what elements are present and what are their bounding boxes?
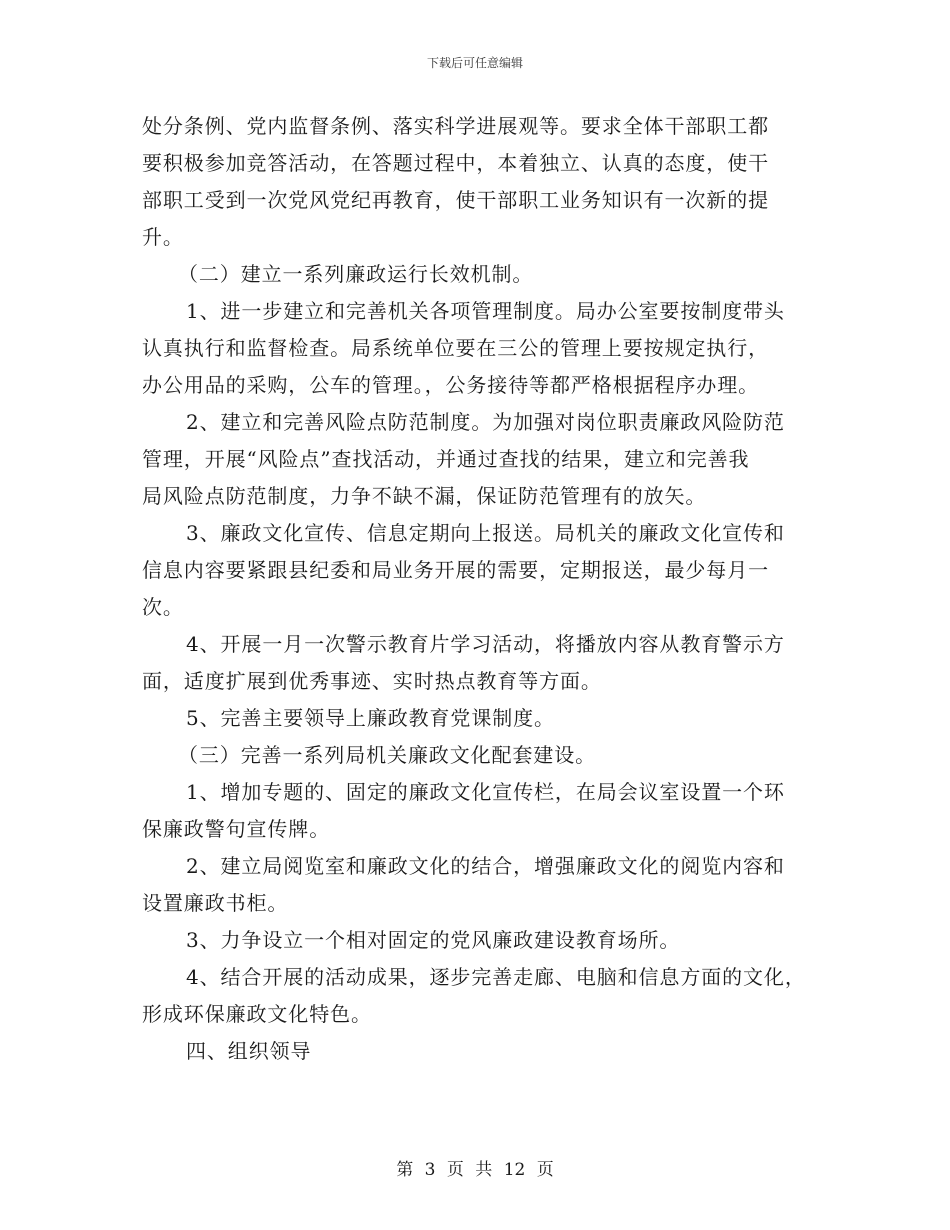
text-line: 面，适度扩展到优秀事迹、实时热点教育等方面。	[142, 669, 602, 693]
text-line: 保廉政警句宣传牌。	[142, 817, 331, 841]
text-line: 5、完善主要领导上廉政教育党课制度。	[186, 706, 555, 730]
text-line: 2、建立局阅览室和廉政文化的结合，增强廉政文化的阅览内容和	[186, 854, 785, 878]
section-heading: （二）建立一系列廉政运行长效机制。	[178, 262, 534, 286]
text-line: 3、廉政文化宣传、信息定期向上报送。局机关的廉政文化宣传和	[186, 521, 785, 545]
text-line: 4、结合开展的活动成果，逐步完善走廊、电脑和信息方面的文化，	[186, 965, 806, 989]
text-line: 次。	[142, 595, 184, 619]
text-line: 1、增加专题的、固定的廉政文化宣传栏，在局会议室设置一个环	[186, 780, 785, 804]
section-heading: （三）完善一系列局机关廉政文化配套建设。	[178, 743, 596, 767]
text-line: 处分条例、党内监督条例、落实科学进展观等。要求全体干部职工都	[142, 114, 769, 138]
text-line: 要积极参加竞答活动，在答题过程中，本着独立、认真的态度，使干	[142, 151, 769, 175]
page-header: 下载后可任意编辑	[426, 56, 523, 70]
page-footer: 第 3 页 共 12 页	[396, 1160, 554, 1180]
text-line: 1、进一步建立和完善机关各项管理制度。局办公室要按制度带头	[186, 299, 785, 323]
text-line: 管理，开展“风险点”查找活动，并通过查找的结果，建立和完善我	[142, 447, 750, 471]
section-heading: 四、组织领导	[186, 1039, 312, 1063]
text-line: 认真执行和监督检查。局系统单位要在三公的管理上要按规定执行，	[142, 336, 769, 360]
text-line: 2、建立和完善风险点防范制度。为加强对岗位职责廉政风险防范	[186, 410, 785, 434]
text-line: 信息内容要紧跟县纪委和局业务开展的需要，定期报送，最少每月一	[142, 558, 769, 582]
text-line: 4、开展一月一次警示教育片学习活动，将播放内容从教育警示方	[186, 632, 785, 656]
text-line: 局风险点防范制度，力争不缺不漏，保证防范管理有的放矢。	[142, 484, 707, 508]
text-line: 升。	[142, 225, 184, 249]
text-line: 3、力争设立一个相对固定的党风廉政建设教育场所。	[186, 928, 681, 952]
text-line: 形成环保廉政文化特色。	[142, 1002, 372, 1026]
text-line: 办公用品的采购，公车的管理。，公务接待等都严格根据程序办理。	[142, 373, 759, 397]
document-body	[142, 108, 808, 1070]
text-line: 设置廉政书柜。	[142, 891, 289, 915]
text-line: 部职工受到一次党风党纪再教育，使干部职工业务知识有一次新的提	[142, 188, 769, 212]
